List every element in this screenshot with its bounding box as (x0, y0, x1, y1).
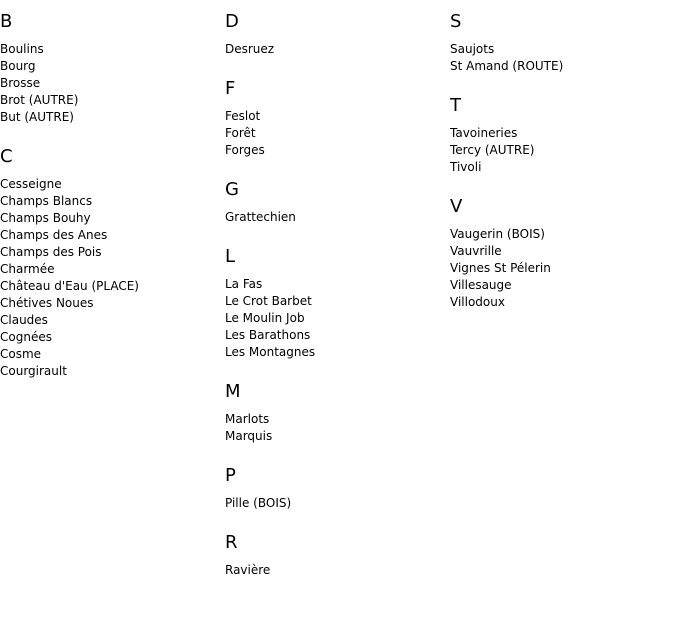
street-link[interactable]: Claudes (0, 313, 48, 327)
letter-heading: P (225, 465, 236, 486)
street-list (450, 125, 670, 176)
street-list (0, 41, 220, 126)
street-link[interactable]: Courgirault (0, 364, 67, 378)
letter-group (225, 465, 445, 512)
letter-group (225, 11, 445, 58)
street-list (225, 562, 445, 579)
street-link[interactable]: But (AUTRE) (0, 110, 74, 124)
street-list (450, 226, 670, 311)
street-link[interactable]: Cesseigne (0, 177, 62, 191)
letter-heading: R (225, 532, 238, 553)
street-link[interactable]: Les Montagnes (225, 345, 316, 359)
index-column-1 (0, 0, 220, 400)
street-list (225, 108, 445, 159)
street-link[interactable]: St Amand (ROUTE) (450, 59, 564, 73)
letter-group (450, 196, 670, 311)
street-link[interactable]: Villodoux (450, 295, 505, 309)
street-link[interactable]: Champs des Pois (0, 245, 102, 259)
street-link[interactable]: Grattechien (225, 210, 296, 224)
street-link[interactable]: La Fas (225, 277, 263, 291)
letter-group (225, 179, 445, 226)
street-link[interactable]: Boulins (0, 42, 44, 56)
street-link[interactable]: Forges (225, 143, 265, 157)
street-list (225, 411, 445, 445)
letter-heading: B (0, 11, 13, 32)
street-link[interactable]: Brosse (0, 76, 41, 90)
street-list (225, 495, 445, 512)
street-link[interactable]: Le Moulin Job (225, 311, 305, 325)
letter-heading: D (225, 11, 239, 32)
street-link[interactable]: Tavoineries (450, 126, 518, 140)
street-list (0, 176, 220, 380)
letter-heading: S (450, 11, 462, 32)
letter-group (225, 78, 445, 159)
letter-heading: G (225, 179, 239, 200)
street-link[interactable]: Le Crot Barbet (225, 294, 312, 308)
letter-group (450, 95, 670, 176)
letter-group (225, 246, 445, 361)
street-link[interactable]: Cognées (0, 330, 52, 344)
letter-heading: C (0, 146, 13, 167)
street-list (225, 209, 445, 226)
letter-heading: F (225, 78, 236, 99)
street-link[interactable]: Tivoli (450, 160, 482, 174)
street-link[interactable]: Villesauge (450, 278, 512, 292)
street-list (225, 41, 445, 58)
letter-group (225, 532, 445, 579)
street-list (450, 41, 670, 75)
letter-group (225, 381, 445, 445)
street-link[interactable]: Cosme (0, 347, 42, 361)
street-link[interactable]: Desruez (225, 42, 275, 56)
street-link[interactable]: Les Barathons (225, 328, 311, 342)
street-link[interactable]: Vauvrille (450, 244, 502, 258)
letter-group (450, 11, 670, 75)
street-link[interactable]: Château d'Eau (PLACE) (0, 279, 139, 293)
letter-heading: M (225, 381, 241, 402)
street-link[interactable]: Tercy (AUTRE) (450, 143, 535, 157)
street-link[interactable]: Marlots (225, 412, 270, 426)
letter-heading: L (225, 246, 236, 267)
letter-heading: V (450, 196, 463, 217)
index-column-3 (450, 0, 670, 331)
letter-group (0, 11, 220, 126)
index-column-2 (225, 0, 445, 599)
street-link[interactable]: Champs des Anes (0, 228, 108, 242)
street-link[interactable]: Forêt (225, 126, 256, 140)
street-link[interactable]: Bourg (0, 59, 36, 73)
street-link[interactable]: Ravière (225, 563, 271, 577)
letter-heading: T (450, 95, 461, 116)
street-link[interactable]: Champs Bouhy (0, 211, 91, 225)
street-link[interactable]: Feslot (225, 109, 261, 123)
street-link[interactable]: Vaugerin (BOIS) (450, 227, 545, 241)
street-link[interactable]: Marquis (225, 429, 273, 443)
street-link[interactable]: Chétives Noues (0, 296, 94, 310)
street-link[interactable]: Charmée (0, 262, 55, 276)
letter-group (0, 146, 220, 380)
street-list (225, 276, 445, 361)
street-link[interactable]: Vignes St Pélerin (450, 261, 551, 275)
street-link[interactable]: Pille (BOIS) (225, 496, 292, 510)
street-link[interactable]: Saujots (450, 42, 495, 56)
street-link[interactable]: Brot (AUTRE) (0, 93, 79, 107)
street-link[interactable]: Champs Blancs (0, 194, 93, 208)
